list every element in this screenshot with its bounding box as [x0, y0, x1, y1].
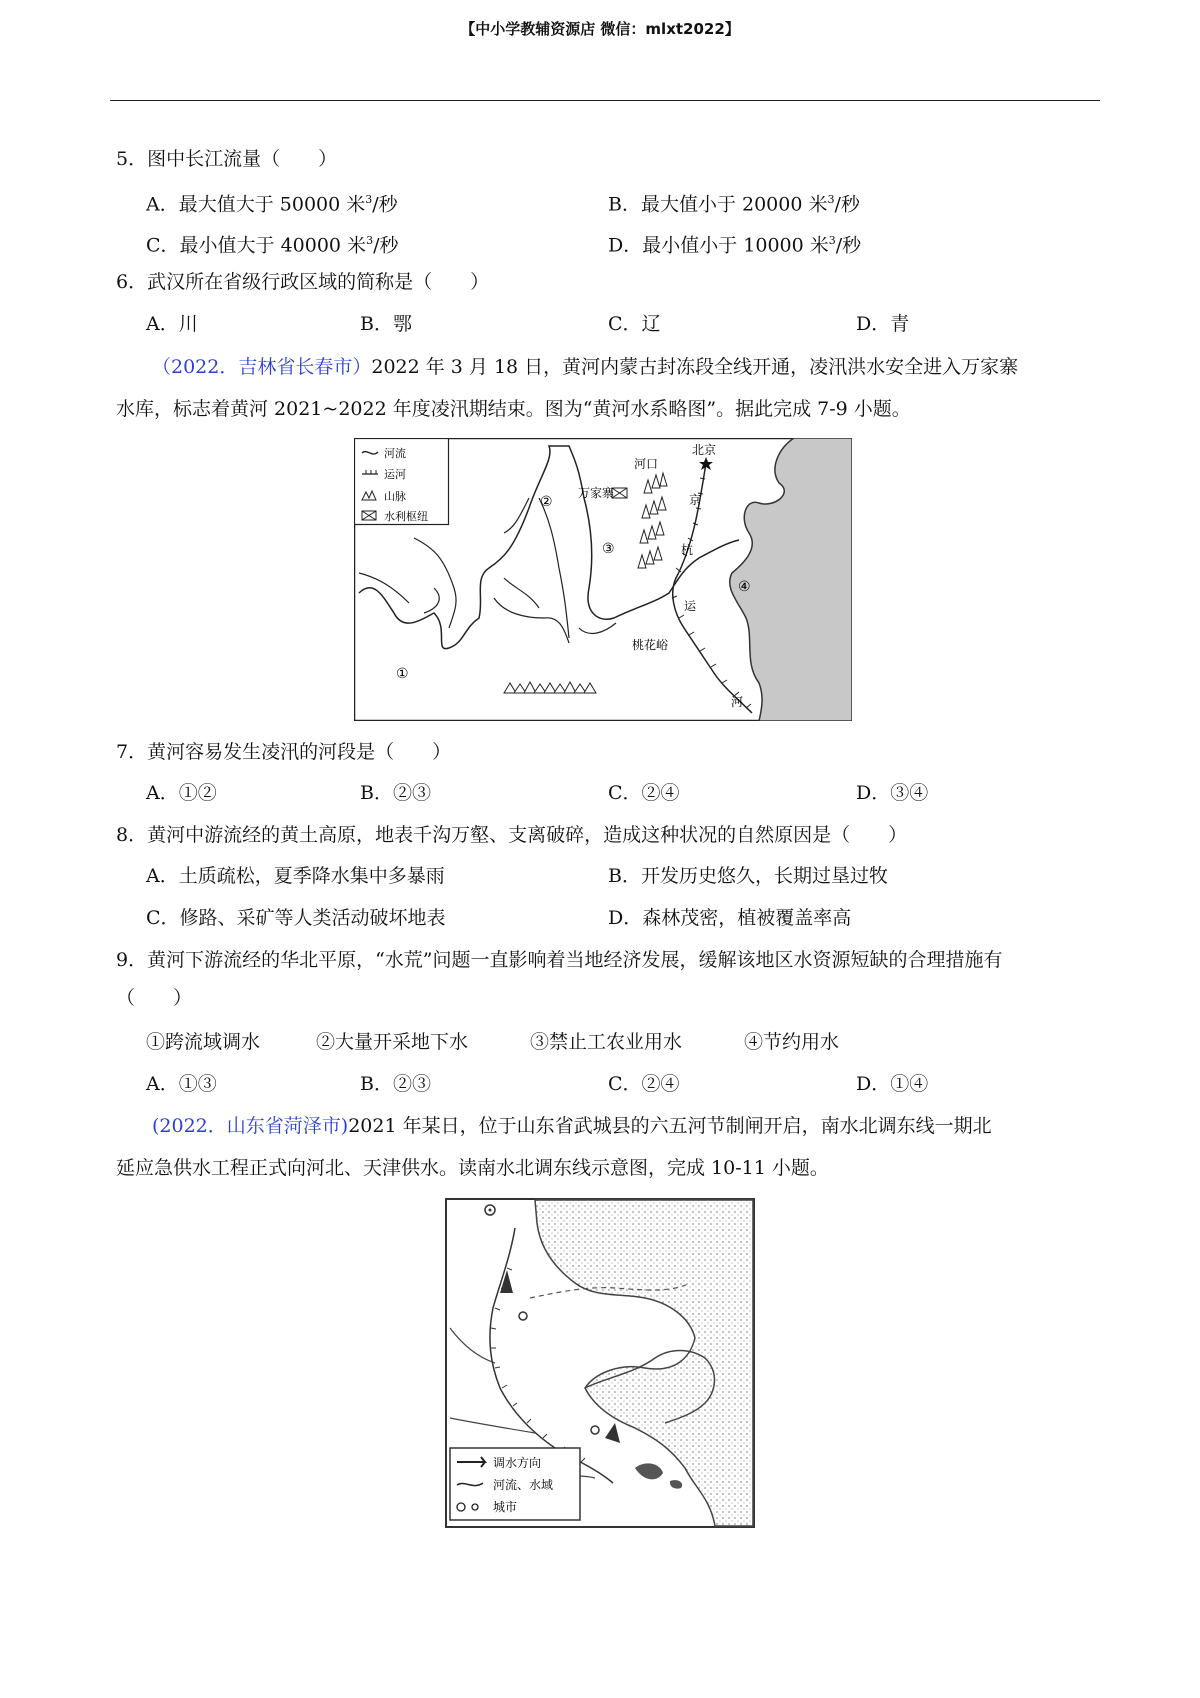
label-hekou: 河口 — [634, 457, 659, 471]
label-he: 河 — [731, 695, 744, 709]
q9-item-4: ④节约用水 — [744, 1031, 840, 1053]
q9-item-2: ②大量开采地下水 — [316, 1031, 469, 1053]
legend-river: 河流 — [384, 447, 406, 460]
city-icon-2 — [519, 1312, 527, 1320]
q8-option-b[interactable]: B．开发历史悠久，长期过垦过牧 — [608, 865, 888, 887]
q8-option-c[interactable]: C．修路、采矿等人类活动破坏地表 — [146, 907, 446, 929]
legend-dam: 水利枢纽 — [384, 510, 428, 523]
q7-option-d[interactable]: D．③④ — [856, 782, 929, 804]
q7-option-c[interactable]: C．②④ — [608, 782, 680, 804]
label-jing: 京 — [689, 493, 702, 507]
q9-option-c[interactable]: C．②④ — [608, 1073, 680, 1095]
legend-canal: 运河 — [384, 468, 406, 481]
q7-stem: 7．黄河容易发生凌汛的河段是（ ） — [116, 741, 452, 763]
label-wanjiazhai: 万家寨 — [578, 486, 615, 500]
q9-option-b[interactable]: B．②③ — [360, 1073, 431, 1095]
q9-option-a[interactable]: A．①③ — [146, 1073, 217, 1095]
q5-option-d[interactable]: D．最小值小于 10000 米$^3$/秒 — [608, 234, 862, 257]
q9-stem: 9．黄河下游流经的华北平原，“水荒”问题一直影响着当地经济发展，缓解该地区水资源短缺的合理措施有 — [116, 949, 1003, 971]
q6-option-d[interactable]: D．青 — [856, 313, 910, 335]
yellow-river-map — [354, 438, 852, 721]
label-section-4: ④ — [738, 579, 751, 595]
label-yun: 运 — [684, 599, 697, 613]
legend-water: 河流、水域 — [493, 1478, 554, 1492]
q5-option-b[interactable]: B．最大值小于 20000 米$^3$/秒 — [608, 193, 860, 216]
city-icon-3 — [591, 1426, 599, 1434]
q8-option-a[interactable]: A．土质疏松，夏季降水集中多暴雨 — [146, 865, 445, 887]
q5-option-c[interactable]: C．最小值大于 40000 米$^3$/秒 — [146, 234, 399, 257]
legend-city: 城市 — [493, 1500, 518, 1514]
q7-option-b[interactable]: B．②③ — [360, 782, 431, 804]
q6-option-c[interactable]: C．辽 — [608, 313, 661, 335]
q5-stem: 5．图中长江流量（ ） — [116, 148, 338, 170]
q9-stem-cont: （ ） — [116, 987, 193, 1009]
q5-option-a[interactable]: A．最大值大于 50000 米$^3$/秒 — [146, 193, 398, 216]
page-header: 【中小学教辅资源店 微信：mlxt2022】 — [460, 20, 740, 38]
label-section-1: ① — [396, 666, 409, 682]
label-taohuayu: 桃花峪 — [632, 638, 669, 652]
q8-option-d[interactable]: D．森林茂密，植被覆盖率高 — [608, 907, 852, 929]
label-beijing: 北京 — [692, 443, 717, 457]
header-divider — [110, 100, 1100, 101]
q9-option-d[interactable]: D．①④ — [856, 1073, 929, 1095]
passage2-line1: (2022．山东省菏泽市)2021 年某日，位于山东省武城县的六五河节制闸开启，南水北调东线一期北 — [152, 1115, 992, 1137]
q8-stem: 8．黄河中游流经的黄土高原，地表千沟万壑、支离破碎，造成这种状况的自然原因是（ ） — [116, 824, 908, 846]
passage2-source: (2022．山东省菏泽市) — [152, 1115, 349, 1137]
q6-stem: 6．武汉所在省级行政区域的简称是（ ） — [116, 271, 490, 293]
legend-flow: 调水方向 — [493, 1456, 542, 1470]
passage1-line1: （2022．吉林省长春市）2022 年 3 月 18 日，黄河内蒙古封冻段全线开通，凌汛洪水安全进入万家寨 — [152, 356, 1019, 378]
passage1-source: （2022．吉林省长春市） — [152, 356, 372, 378]
q7-option-a[interactable]: A．①② — [146, 782, 217, 804]
passage2-line2: 延应急供水工程正式向河北、天津供水。读南水北调东线示意图，完成 10-11 小题。 — [116, 1157, 829, 1179]
water-diversion-map — [445, 1198, 755, 1528]
label-section-3: ③ — [602, 541, 615, 557]
label-section-2: ② — [540, 494, 553, 510]
q9-item-3: ③禁止工农业用水 — [530, 1031, 683, 1053]
passage1-line2: 水库，标志着黄河 2021~2022 年度凌汛期结束。图为“黄河水系略图”。据此完成 7-9 小题。 — [116, 398, 911, 420]
label-hang: 杭 — [681, 543, 694, 557]
q6-option-a[interactable]: A．川 — [146, 313, 198, 335]
legend-mountain: 山脉 — [384, 490, 406, 503]
q6-option-b[interactable]: B．鄂 — [360, 313, 412, 335]
q9-item-1: ①跨流域调水 — [146, 1031, 261, 1053]
